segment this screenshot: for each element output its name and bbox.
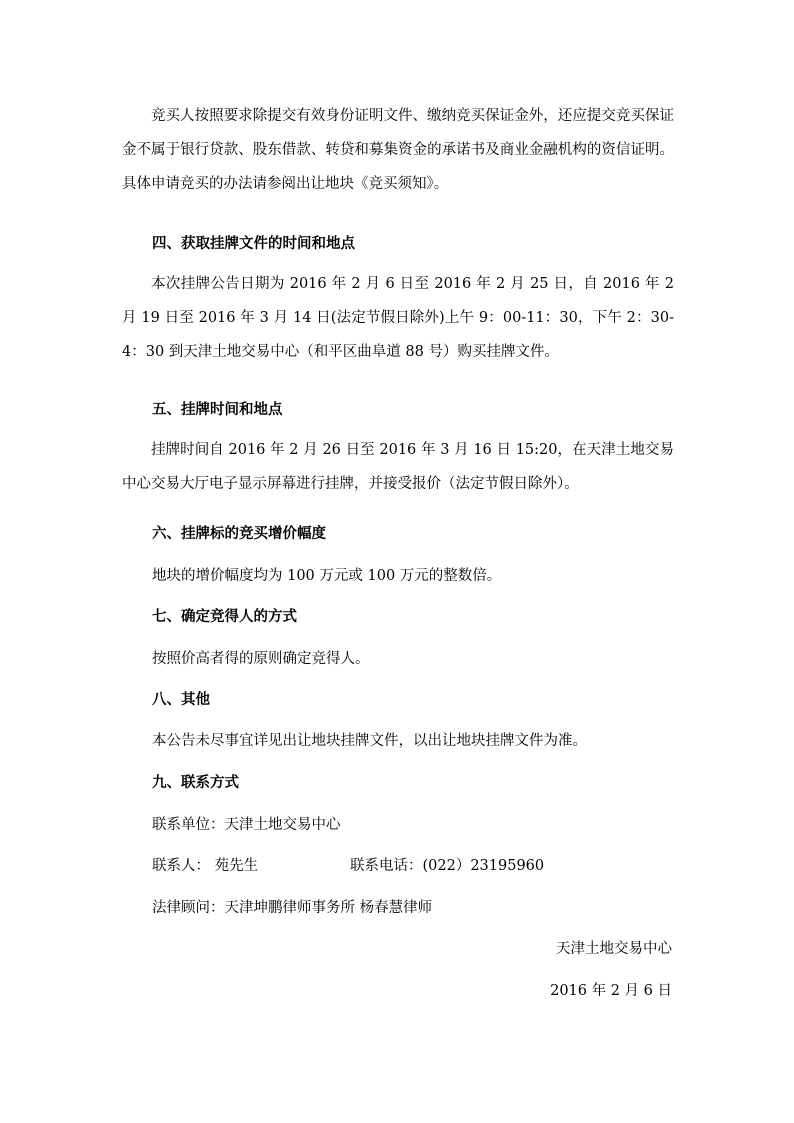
contact-unit: 联系单位：天津土地交易中心	[152, 817, 341, 833]
section-6-body: 地块的增价幅度均为 100 万元或 100 万元的整数倍。	[152, 568, 502, 584]
section-5-body: 挂牌时间自 2016 年 2 月 26 日至 2016 年 3 月 16 日 15:20，在天津土地交易中心交易大厅电子显示屏幕进行挂牌，并接受报价（法定节假日除外）。	[122, 442, 674, 492]
section-6-heading: 六、挂牌标的竞买增价幅度	[152, 525, 326, 542]
contact-phone: 联系电话：(022）23195960	[350, 858, 545, 874]
signature-org: 天津土地交易中心	[556, 941, 672, 957]
section-8-heading: 八、其他	[152, 691, 210, 708]
intro-paragraph: 竞买人按照要求除提交有效身份证明文件、缴纳竞买保证金外，还应提交竞买保证金不属于银行贷款、股东借款、转贷和募集资金的承诺书及商业金融机构的资信证明。具体申请竞买的办法请参阅出让地块《竞买须知》。	[122, 108, 674, 192]
section-5-heading: 五、挂牌时间和地点	[152, 401, 283, 418]
section-4-body: 本次挂牌公告日期为 2016 年 2 月 6 日至 2016 年 2 月 25 日，自 2016 年 2 月 19 日至 2016 年 3 月 14 日(法定节假日除外)上午 9：00-11：30，下午 2：30-4：30 到天津土地交易中心（和平区曲阜道 88 号）购买挂牌文件。	[122, 276, 674, 360]
signature-date: 2016 年 2 月 6 日	[550, 983, 672, 999]
section-8-body: 本公告未尽事宜详见出让地块挂牌文件，以出让地块挂牌文件为准。	[152, 733, 587, 749]
section-7-body: 按照价高者得的原则确定竞得人。	[152, 651, 370, 667]
section-9-heading: 九、联系方式	[152, 774, 239, 791]
section-4-heading: 四、获取挂牌文件的时间和地点	[152, 235, 355, 252]
section-7-heading: 七、确定竞得人的方式	[152, 608, 297, 625]
legal-counsel: 法律顾问：天津坤鹏律师事务所 杨春慧律师	[152, 900, 433, 916]
contact-person: 联系人： 苑先生	[152, 858, 259, 874]
